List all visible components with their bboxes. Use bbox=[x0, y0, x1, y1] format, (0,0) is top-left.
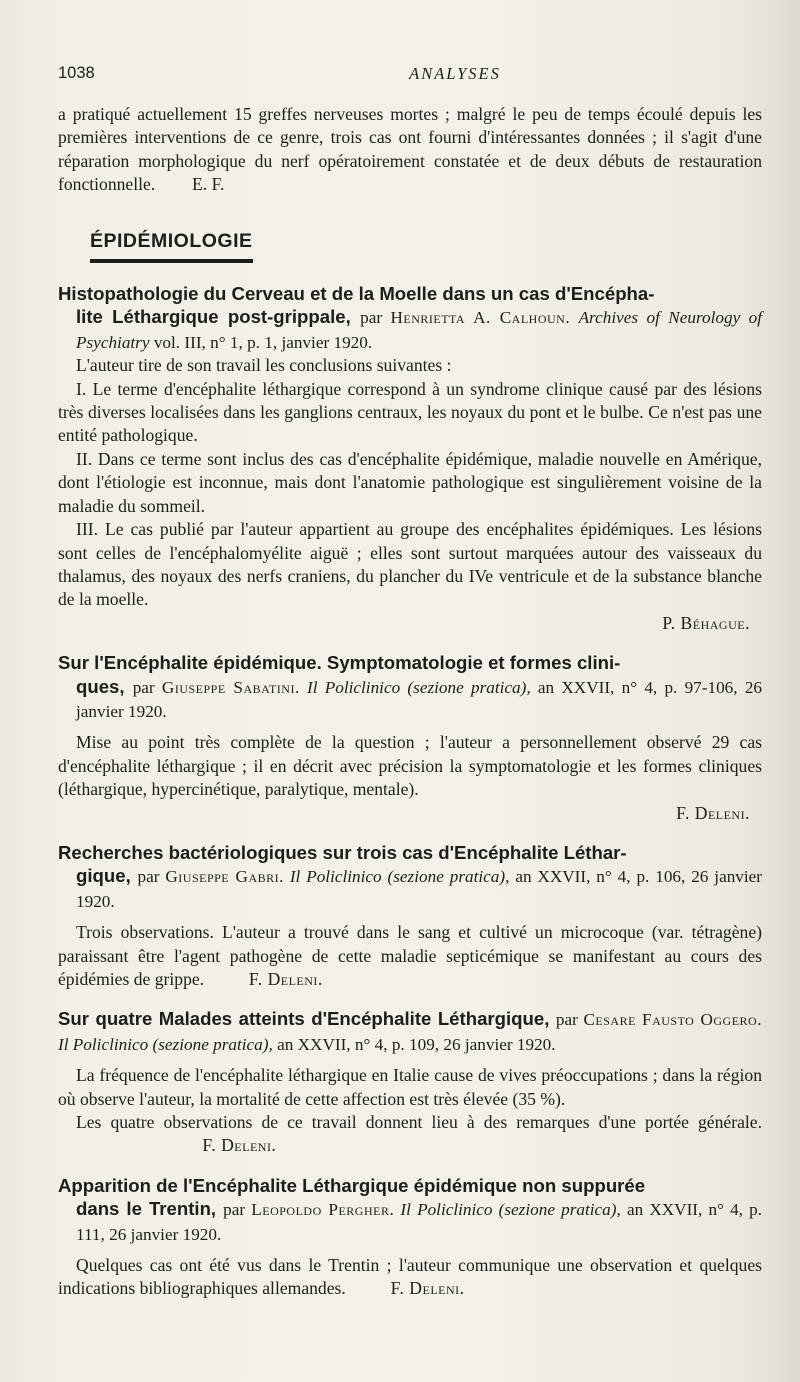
article-1 bbox=[58, 282, 762, 635]
article-signature: F. Deleni. bbox=[390, 1278, 465, 1299]
article-title-line2: lite Léthargique post-grippale, bbox=[76, 306, 351, 328]
section-title: ÉPIDÉMIOLOGIE bbox=[90, 230, 253, 263]
article-title bbox=[58, 1007, 762, 1056]
article-5 bbox=[58, 1174, 762, 1301]
ref-par: par bbox=[223, 1200, 246, 1220]
article-details: an XXVII, n° 4, p. 111, 26 janvier 1920. bbox=[76, 1200, 763, 1244]
ref-par: par bbox=[555, 1010, 578, 1030]
article-journal: Il Policlinico (sezione pratica), bbox=[307, 677, 531, 697]
article-title-line1: Apparition de l'Encéphalite Léthargique épidémique non suppurée bbox=[58, 1174, 646, 1196]
ref-par: par bbox=[137, 867, 160, 887]
article-paragraph: II. Dans ce terme sont inclus des cas d'encéphalite épidémique, maladie nouvelle en Amérique, dont l'étiologie est inconnue, mais dont l'anatomie pathologique est singulièrement voisine de la maladie du sommeil. bbox=[58, 448, 762, 516]
article-paragraph: Mise au point très complète de la question ; l'auteur a personnellement observé 29 cas d'encéphalite léthargique ; il en décrit avec précision la symptomatologie et les formes cliniques (léthargique, hypercinétique, paralytique, mentale). bbox=[58, 732, 762, 800]
ref-par: par bbox=[360, 308, 383, 328]
ref-par: par bbox=[132, 677, 155, 697]
article-title bbox=[58, 1174, 762, 1246]
article-title-line1: Sur l'Encéphalite épidémique. Symptomatologie et formes clini- bbox=[58, 652, 621, 674]
article-title-line2: gique, bbox=[76, 865, 131, 887]
article-signature: P. Béhague. bbox=[662, 612, 750, 633]
article-paragraph bbox=[58, 1111, 762, 1158]
article-3 bbox=[58, 841, 762, 991]
article-title bbox=[58, 841, 762, 913]
intro-signature: E. F. bbox=[192, 174, 225, 195]
article-author: Giuseppe Sabatini. bbox=[161, 677, 300, 697]
article-details: an XXVII, n° 4, p. 97-106, 26 janvier 1920. bbox=[76, 677, 763, 721]
article-author: Cesare Fausto Oggero. bbox=[583, 1010, 762, 1030]
article-journal: Archives of Neurology of Psychiatry bbox=[76, 308, 762, 352]
article-paragraph-text: Trois observations. L'auteur a trouvé dans le sang et cultivé un microcoque (var. tétragène) paraissant être l'agent pathogène de cette maladie septicémique se manifestant au cours des épidémies de grippe. bbox=[58, 922, 762, 989]
section-heading bbox=[58, 230, 762, 263]
article-paragraph bbox=[58, 1254, 762, 1301]
article-details: vol. III, n° 1, p. 1, janvier 1920. bbox=[153, 332, 373, 352]
article-paragraph: La fréquence de l'encéphalite léthargique en Italie cause de vives préoccupations ; dans la région où observe l'auteur, la mortalité de cette affection est très élevée (35 %). bbox=[58, 1065, 762, 1109]
article-title-line2: ques, bbox=[76, 675, 125, 697]
article-paragraph-text: Les quatre observations de ce travail donnent lieu à des remarques d'une portée générale. bbox=[76, 1112, 762, 1133]
article-title-line2: dans le Trentin, bbox=[76, 1198, 217, 1220]
article-title-line1: Histopathologie du Cerveau et de la Moelle dans un cas d'Encépha- bbox=[58, 283, 655, 305]
article-title bbox=[58, 651, 762, 723]
article-author: Henrietta A. Calhoun. bbox=[390, 308, 571, 328]
article-author: Giuseppe Gabri. bbox=[165, 867, 284, 887]
article-title-line1: Sur quatre Malades atteints d'Encéphalite Léthargique, bbox=[58, 1008, 550, 1030]
article-2 bbox=[58, 651, 762, 825]
article-signature: F. Deleni. bbox=[248, 969, 323, 989]
intro-paragraph bbox=[58, 103, 762, 197]
article-paragraph: I. Le terme d'encéphalite léthargique correspond à un syndrome clinique causé par des lésions très diverses localisées dans les ganglions centraux, les noyaux du pont et le bulbe. Ce n'est pas une entité pathologique. bbox=[58, 378, 762, 446]
article-author: Leopoldo Pergher. bbox=[251, 1200, 395, 1220]
article-signature: F. Deleni. bbox=[202, 1135, 277, 1156]
article-details: an XXVII, n° 4, p. 106, 26 janvier 1920. bbox=[76, 867, 763, 911]
article-journal: Il Policlinico (sezione pratica), bbox=[289, 867, 510, 887]
article-4 bbox=[58, 1007, 762, 1157]
article-paragraph-text: Quelques cas ont été vus dans le Trentin ; l'auteur communique une observation et quelques indications bibliographiques allemandes. bbox=[58, 1255, 762, 1299]
text-column bbox=[58, 103, 762, 1301]
article-journal: Il Policlinico (sezione pratica), bbox=[58, 1034, 273, 1054]
running-title: ANALYSES bbox=[409, 64, 501, 83]
page-number: 1038 bbox=[58, 64, 95, 82]
page-header bbox=[58, 64, 762, 86]
article-details: an XXVII, n° 4, p. 109, 26 janvier 1920. bbox=[277, 1034, 556, 1054]
article-paragraph bbox=[58, 921, 762, 991]
article-title bbox=[58, 282, 762, 354]
article-title-line1: Recherches bactériologiques sur trois cas d'Encéphalite Léthar- bbox=[58, 841, 627, 863]
article-journal: Il Policlinico (sezione pratica), bbox=[400, 1200, 621, 1220]
article-signature: F. Deleni. bbox=[676, 802, 750, 823]
intro-text: a pratiqué actuellement 15 greffes nerveuses mortes ; malgré le peu de temps écoulé depuis les premières interventions de ce genre, trois cas ont fourni d'intéressantes données ; il s'agit d'une réparation morphologique du nerf opératoirement constatée et de deux débuts de restauration fonctionnelle. bbox=[58, 104, 762, 195]
article-paragraph: III. Le cas publié par l'auteur appartient au groupe des encéphalites épidémiques. Les lésions sont celles de l'encéphalomyélite aiguë ; elles sont surtout marquées autour des vaisseaux du thalamus, des noyaux des nerfs craniens, du plancher du IVe ventricule et de la substance blanche de la moelle. bbox=[58, 519, 762, 610]
article-paragraph: L'auteur tire de son travail les conclusions suivantes : bbox=[76, 355, 452, 376]
